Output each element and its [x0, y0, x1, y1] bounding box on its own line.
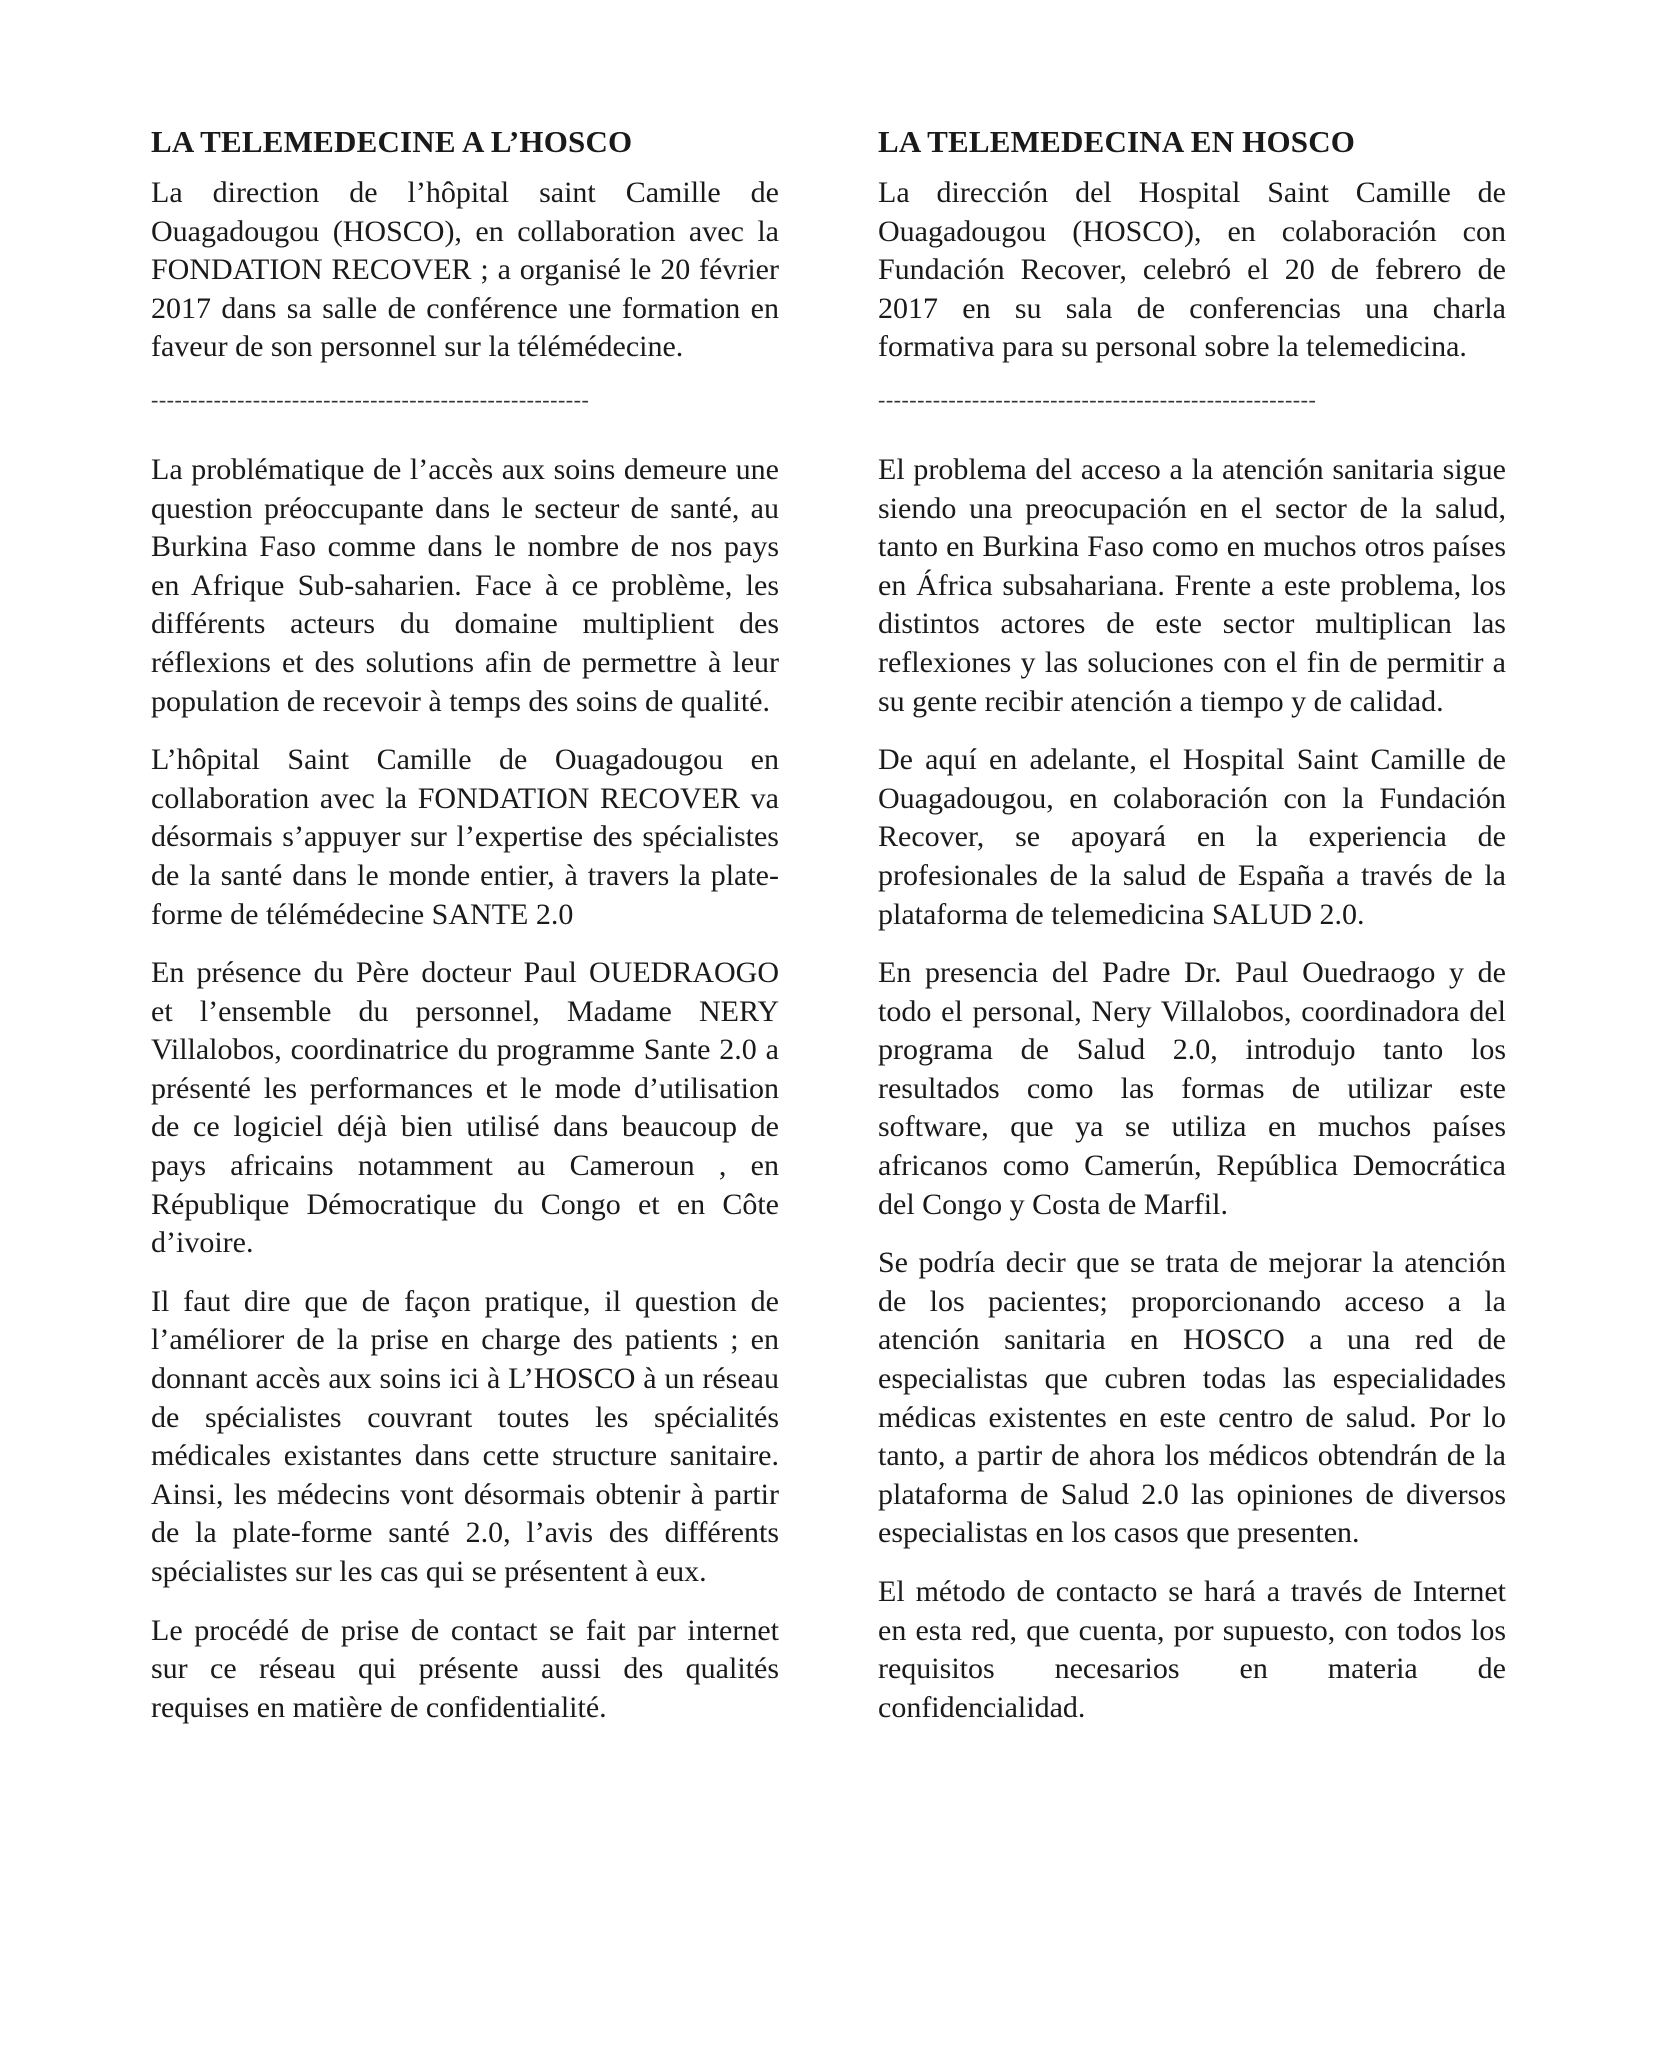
spanish-intro: La dirección del Hospital Saint Camille de Ouagadougou (HOSCO), en colaboración con Fundación Recover, celebró el 20 de febrero de 2017 en su sala de conferencias una charla formativa para su personal sobre la telemedicina.	[878, 176, 1506, 364]
spanish-paragraph-access: El problema del acceso a la atención sanitaria sigue siendo una preocupación en el sector de la salud, tanto en Burkina Faso como en muchos otros países en África subsahariana. Frente a este problema, los distintos actores de este sector multiplican las reflexiones y las soluciones con el fin de permitir a su gente recibir atención a tiempo y de calidad.	[878, 452, 1506, 718]
french-intro: La direction de l’hôpital saint Camille de Ouagadougou (HOSCO), en collaboration avec la FONDATION RECOVER ; a organisé le 20 février 2017 dans sa salle de conférence une formation en faveur de son personnel sur la télémédecine.	[151, 176, 779, 364]
spanish-paragraph-presentation: En presencia del Padre Dr. Paul Ouedraogo y de todo el personal, Nery Villalobos, coordinadora del programa de Salud 2.0, introdujo tanto los resultados como las formas de utilizar este software, que ya se utiliza en muchos países africanos como Camerún, República Democrática del Congo y Costa de Marfil.	[878, 956, 1506, 1221]
french-paragraph-presentation: En présence du Père docteur Paul OUEDRAOGO et l’ensemble du personnel, Madame NERY Villalobos, coordinatrice du programme Sante 2.0 a présenté les performances et le mode d’utilisation de ce logiciel déjà bien utilisé dans beaucoup de pays africains notamment au Cameroun , en République Démocratique du Congo et en Côte d’ivoire.	[151, 956, 779, 1260]
spanish-paragraph-platform: De aquí en adelante, el Hospital Saint Camille de Ouagadougou, en colaboración con la Fundación Recover, se apoyará en la experiencia de profesionales de la salud de España a través de la plataforma de telemedicina SALUD 2.0.	[878, 743, 1506, 931]
spanish-paragraph-patient-care: Se podría decir que se trata de mejorar la atención de los pacientes; proporcionando acceso a la atención sanitaria en HOSCO a una red de especialistas que cubren todas las especialidades médicas existentes en este centro de salud. Por lo tanto, a partir de ahora los médicos obtendrán de la plataforma de Salud 2.0 las opiniones de diversos especialistas en los casos que presenten.	[878, 1246, 1506, 1550]
french-separator: --------------------------------------------------------	[151, 386, 590, 412]
french-title: LA TELEMEDECINE A L’HOSCO	[151, 124, 633, 159]
french-paragraph-patient-care: Il faut dire que de façon pratique, il question de l’améliorer de la prise en charge des patients ; en donnant accès aux soins ici à L’HOSCO à un réseau de spécialistes couvrant toutes les spécialités médicales existantes dans cette structure sanitaire. Ainsi, les médecins vont désormais obtenir à partir de la plate-forme santé 2.0, l’avis des différents spécialistes sur les cas qui se présentent à eux.	[151, 1284, 779, 1588]
spanish-title: LA TELEMEDECINA EN HOSCO	[878, 124, 1356, 159]
spanish-separator: --------------------------------------------------------	[878, 386, 1317, 412]
french-paragraph-platform: L’hôpital Saint Camille de Ouagadougou en collaboration avec la FONDATION RECOVER va désormais s’appuyer sur l’expertise des spécialistes de la santé dans le monde entier, à travers la plate-forme de télémédecine SANTE 2.0	[151, 743, 779, 931]
french-paragraph-access: La problématique de l’accès aux soins demeure une question préoccupante dans le secteur de santé, au Burkina Faso comme dans le nombre de nos pays en Afrique Sub-saharien. Face à ce problème, les différents acteurs du domaine multiplient des réflexions et des solutions afin de permettre à leur population de recevoir à temps des soins de qualité.	[151, 452, 779, 718]
spanish-paragraph-contact: El método de contacto se hará a través de Internet en esta red, que cuenta, por supuesto, con todos los requisitos necesarios en materia de confidencialidad.	[878, 1575, 1506, 1724]
spanish-column	[878, 120, 1506, 1747]
french-paragraph-contact: Le procédé de prise de contact se fait par internet sur ce réseau qui présente aussi des qualités requises en matière de confidentialité.	[151, 1613, 779, 1724]
french-column	[151, 120, 779, 1747]
